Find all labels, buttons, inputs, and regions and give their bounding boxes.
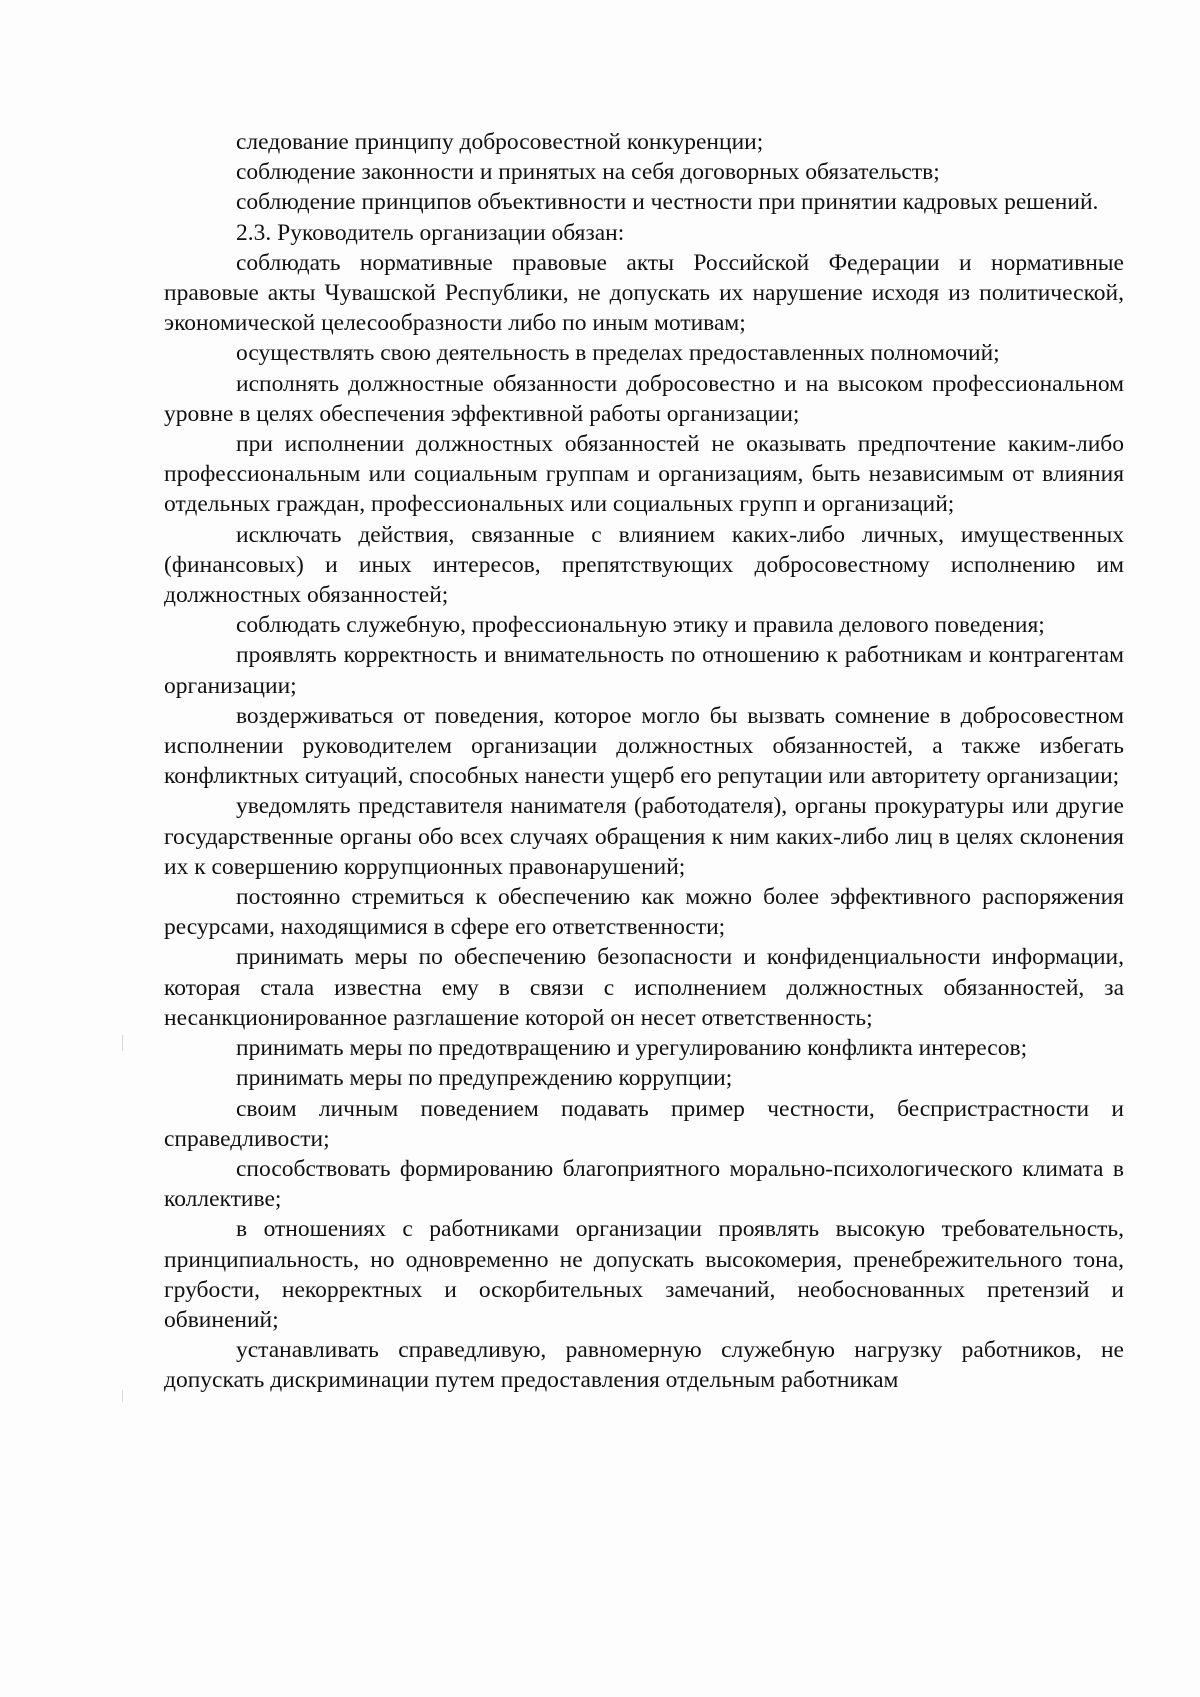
paragraph: при исполнении должностных обязанностей не оказывать предпочтение каким-либо профессиональным или социальным группам и организациям, быть независимым от влияния отдельных граждан, профессиональных или социальных групп и организаций;	[164, 431, 1124, 518]
paragraph: воздерживаться от поведения, которое могло бы вызвать сомнение в добросовестном исполнении руководителем организации должностных обязанностей, а также избегать конфликтных ситуаций, способных нанести ущерб его репутации или авторитету организации;	[164, 702, 1124, 790]
paragraph: принимать меры по предупреждению коррупции;	[236, 1065, 733, 1092]
paragraph: исключать действия, связанные с влиянием каких-либо личных, имущественных (финансовых) и иных интересов, препятствующих добросовестному исполнению им должностных обязанностей;	[164, 521, 1124, 609]
paragraph: проявлять корректность и внимательность по отношению к работникам и контрагентам организации;	[164, 642, 1124, 699]
paragraph: соблюдать служебную, профессиональную этику и правила делового поведения;	[236, 612, 1045, 639]
paragraph: осуществлять свою деятельность в пределах предоставленных полномочий;	[236, 340, 1000, 367]
paragraph: способствовать формированию благоприятного морально-психологического климата в коллективе;	[164, 1155, 1124, 1213]
paragraph: принимать меры по обеспечению безопасности и конфиденциальности информации, которая стала известна ему в связи с исполнением должностных обязанностей, за несанкционированное разглашение которой он несет ответственность;	[164, 944, 1124, 1031]
document-body	[164, 127, 1124, 1396]
paragraph: постоянно стремиться к обеспечению как можно более эффективного распоряжения ресурсами, находящимися в сфере его ответственности;	[164, 884, 1124, 941]
paragraph: принимать меры по предотвращению и урегулированию конфликта интересов;	[236, 1035, 1028, 1062]
scan-artifact-line	[122, 1390, 123, 1402]
paragraph: в отношениях с работниками организации проявлять высокую требовательность, принципиальность, но одновременно не допускать высокомерия, пренебрежительного тона, грубости, некорректных и оскорбительных замечаний, необоснованных претензий и обвинений;	[164, 1216, 1124, 1333]
scan-artifact-line	[122, 1035, 123, 1051]
paragraph: устанавливать справедливую, равномерную служебную нагрузку работников, не допускать дискриминации путем предоставления отдельным работникам	[164, 1337, 1124, 1394]
paragraph: исполнять должностные обязанности добросовестно и на высоком профессиональном уровне в целях обеспечения эффективной работы организации;	[164, 370, 1124, 427]
paragraph: своим личным поведением подавать пример честности, беспристрастности и справедливости;	[164, 1095, 1124, 1152]
paragraph: следование принципу добросовестной конкуренции;	[236, 129, 764, 155]
section-heading: 2.3. Руководитель организации обязан:	[236, 219, 625, 246]
paragraph: соблюдать нормативные правовые акты Российской Федерации и нормативные правовые акты Чувашской Республики, не допускать их нарушение исходя из политической, экономической целесообразности либо по иным мотивам;	[164, 249, 1124, 337]
paragraph: соблюдение принципов объективности и честности при принятии кадровых решений.	[236, 189, 1099, 216]
paragraph: уведомлять представителя нанимателя (работодателя), органы прокуратуры или другие государственные органы обо всех случаях обращения к ним каких-либо лиц в целях склонения их к совершению коррупционных правонарушений;	[164, 793, 1124, 880]
paragraph: соблюдение законности и принятых на себя договорных обязательств;	[236, 159, 940, 186]
